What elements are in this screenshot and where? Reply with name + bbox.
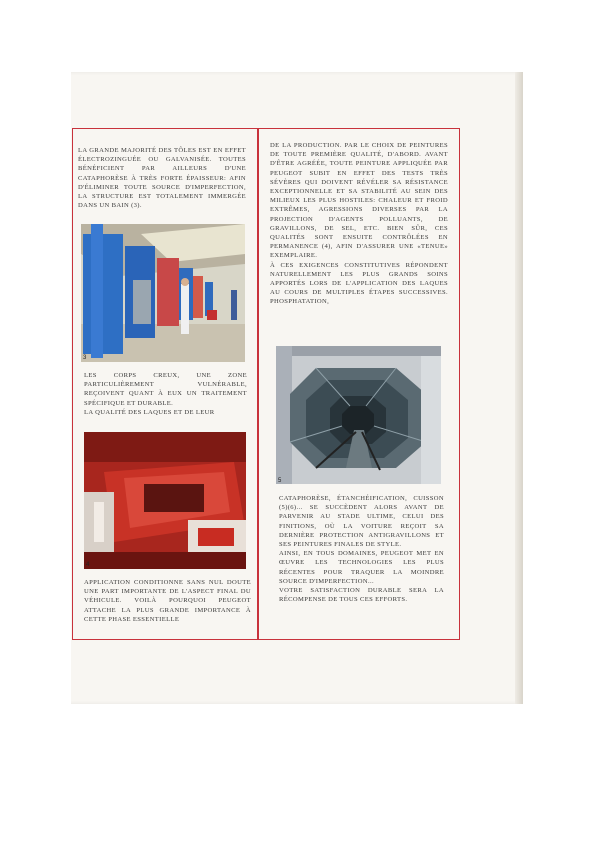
photo-3-number: 3 — [83, 355, 87, 361]
photo-4-number: 4 — [86, 562, 90, 568]
paper-edge — [515, 72, 523, 704]
application-paragraph — [84, 578, 251, 624]
photo-immersion-bath — [81, 224, 245, 362]
photo-5-number: 5 — [278, 478, 282, 484]
application-text: APPLICATION CONDITIONNE SANS NUL DOUTE UNE PART IMPORTANTE DE L'ASPECT FINAL DU VÉHICULE. VOILÀ POURQUOI PEUGEOT ATTACHE LA PLUS GRANDE IMPORTANCE À CETTE PHASE ESSENTIELLE — [84, 579, 251, 623]
intro-paragraph — [78, 146, 246, 210]
photo-paint-tunnel — [276, 346, 441, 484]
production-text: DE LA PRODUCTION. PAR LE CHOIX DE PEINTURES DE TOUTE PREMIÈRE QUALITÉ, D'ABORD. AVANT D'ÊTRE AGRÉÉE, TOUTE PEINTURE APPLIQUÉE PAR PEUGEOT SUBIT EN EFFET DES TESTS TRÈS SÉVÈRES QUI DOIVENT RÉVÉLER SA RÉSISTANCE EXCEPTIONNELLE ET SA STABILITÉ AU SEIN DES MILIEUX LES PLUS HOSTILES: CHALEUR ET FROID EXTRÊMES, AGRESSIONS DIVERSES PAR LA PROJECTION D'AGENTS POLLUANTS, DE GRAVILLONS, DE SEL, ETC. BIEN SÛR, CES QUALITÉS SONT ENSUITE CONTRÔLÉES EN PERMANENCE (4), AFIN D'ASSURER UNE «TENUE» EXEMPLAIRE. — [270, 142, 448, 260]
cataphorese-paragraph — [279, 494, 444, 604]
intro-text: LA GRANDE MAJORITÉ DES TÔLES EST EN EFFET ÉLECTROZINGUÉE OU GALVANISÉE. TOUTES BÉNÉFICIENT PAR AILLEURS D'UNE CATAPHORÈSE À TRÈS FORTE ÉPAISSEUR: AFIN D'ÉLIMINER TOUTE SOURCE D'IMPERFECTION, LA STRUCTURE EST TOTALEMENT IMMERGÉE DANS UN BAIN (3). — [78, 147, 246, 210]
corps-creux-text: LES CORPS CREUX, UNE ZONE PARTICULIÈREMENT VULNÉRABLE, REÇOIVENT QUANT À EUX UN TRAITEMENT SPÉCIFIQUE ET DURABLE. — [84, 372, 247, 407]
ainsi-text: AINSI, EN TOUS DOMAINES, PEUGEOT MET EN ŒUVRE LES TECHNOLOGIES LES PLUS RÉCENTES POUR TRAQUER LA MOINDRE SOURCE D'IMPERFECTION... — [279, 550, 444, 585]
photo-painting-car-body — [84, 432, 246, 569]
cataphorese-text: CATAPHORÈSE, ÉTANCHÉIFICATION, CUISSON (5)(6)... SE SUCCÈDENT ALORS AVANT DE PARVENIR AU STADE ULTIME, CELUI DES FINITIONS, OÙ LA VOITURE REÇOIT SA DERNIÈRE PROTECTION ANTIGRAVILLONS ET SES PEINTURES FINALES DE STYLE. — [279, 495, 444, 549]
satisfaction-text: VOTRE SATISFACTION DURABLE SERA LA RÉCOMPENSE DE TOUS CES EFFORTS. — [279, 587, 444, 604]
corps-creux-paragraph — [84, 371, 247, 417]
qualite-start-text: LA QUALITÉ DES LAQUES ET DE LEUR — [84, 408, 215, 416]
exigences-text: À CES EXIGENCES CONSTITUTIVES RÉPONDENT NATURELLEMENT LES PLUS GRANDS SOINS APPORTÉS LORS DE L'APPLICATION DES LAQUES AU COURS DE MULTIPLES ÉTAPES SUCCESSIVES. PHOSPHATATION, — [270, 261, 448, 306]
production-paragraph — [270, 141, 448, 307]
